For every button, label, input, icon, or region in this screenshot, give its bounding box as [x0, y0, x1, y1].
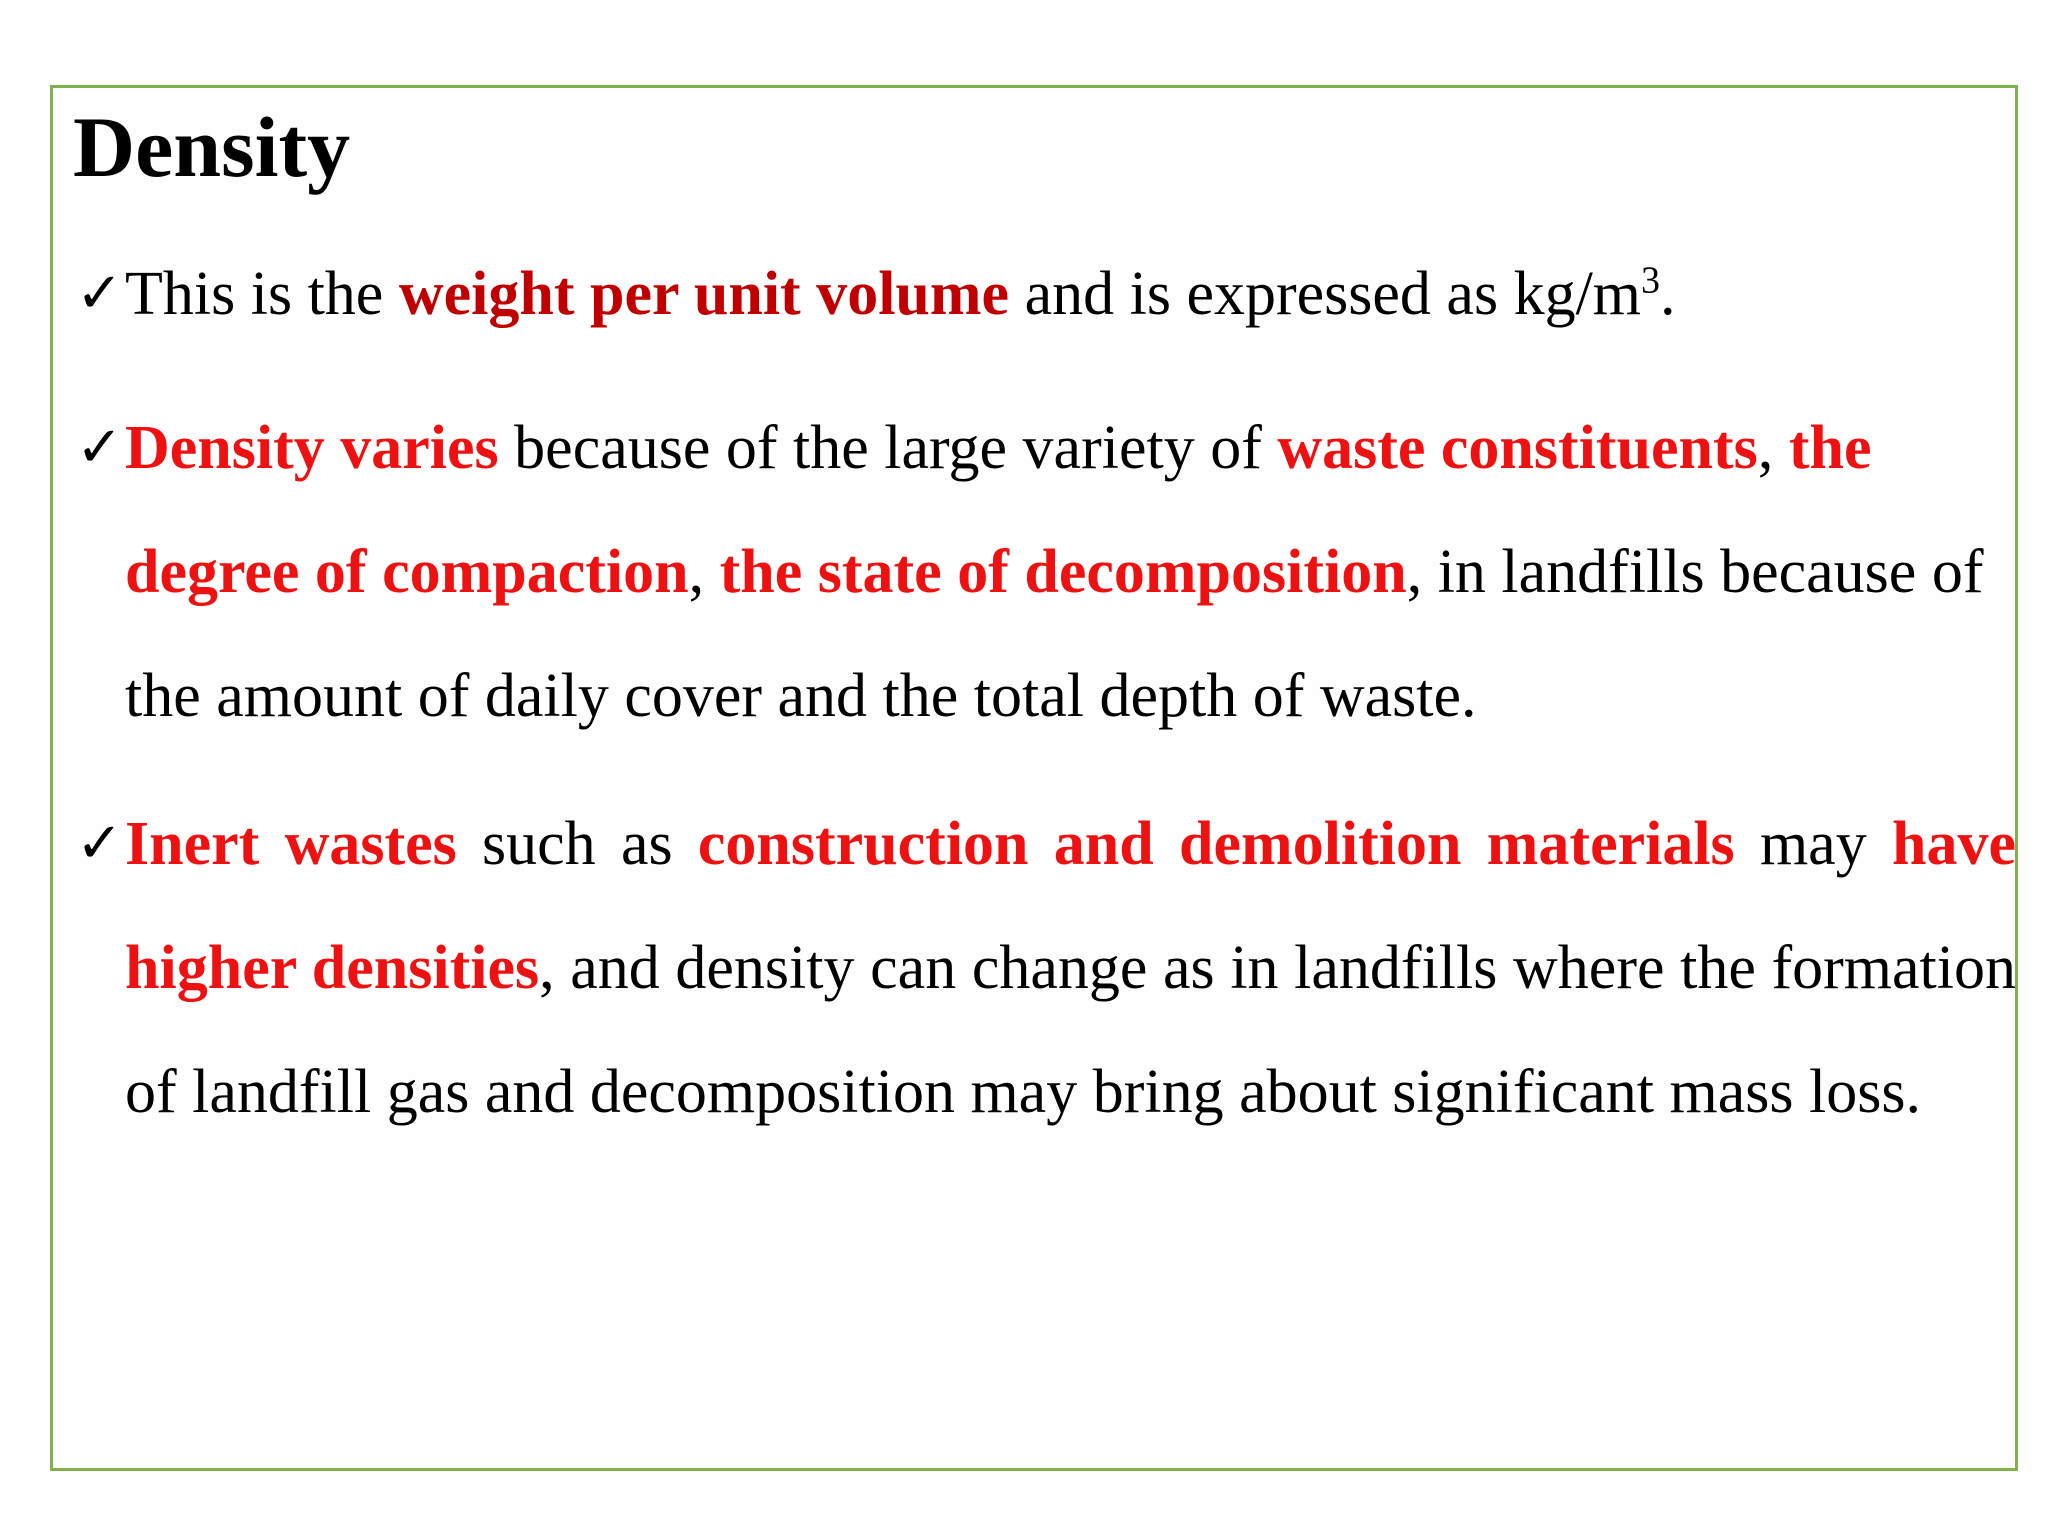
- text-run: and is expressed as kg/m: [1009, 260, 1642, 328]
- highlight-density-varies: Density varies: [125, 414, 499, 482]
- text-run: .: [1660, 260, 1676, 328]
- highlight-waste-constituents: waste constituents: [1277, 414, 1758, 482]
- text-run: ,: [688, 538, 720, 606]
- bullet-inert-wastes: [76, 782, 2016, 1154]
- bullet-density-varies: [76, 386, 2016, 758]
- superscript-3: 3: [1641, 259, 1661, 302]
- text-run: , in landfills because of the amount of daily cover and the total depth of waste.: [125, 538, 1984, 730]
- highlight-construction-demolition: construction and demolition materials: [697, 810, 1735, 878]
- bullet-weight-per-volume: [76, 232, 1936, 356]
- highlight-weight-per-unit-volume: weight per unit volume: [398, 260, 1010, 328]
- checkmark-icon: ✓: [76, 261, 123, 326]
- checkmark-icon: ✓: [76, 811, 123, 876]
- text-run: may: [1734, 810, 1892, 878]
- text-run: such as: [456, 810, 698, 878]
- slide-title: Density: [73, 99, 351, 195]
- bullet-text: [76, 386, 2016, 758]
- highlight-inert-wastes: Inert wastes: [125, 810, 457, 878]
- bullet-text: [76, 782, 2016, 1154]
- checkmark-icon: ✓: [76, 415, 123, 480]
- highlight-higher-densities: have higher densities: [125, 810, 2016, 1002]
- text-run: because of the large variety of: [498, 414, 1278, 482]
- highlight-degree-of-compaction: the degree of compaction: [125, 414, 1872, 606]
- text-run: ,: [1757, 414, 1789, 482]
- text-run: This is the: [125, 260, 399, 328]
- text-run: , and density can change as in landfills where the formation of landfill gas and decomposition may bring about significant mass loss.: [125, 934, 2016, 1126]
- bullet-text: [76, 232, 1936, 356]
- highlight-state-of-decomposition: the state of decomposition: [719, 538, 1407, 606]
